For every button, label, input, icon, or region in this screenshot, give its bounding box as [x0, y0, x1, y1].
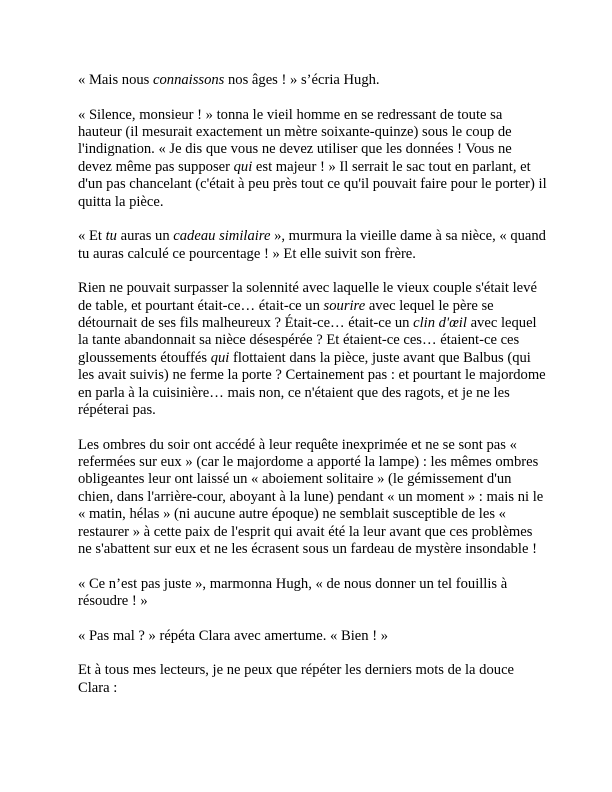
italic-text: connaissons: [153, 72, 225, 88]
text-segment: avec lequel le père se détournait de ses fils malheureux ? Était-ce… était-ce un: [78, 297, 494, 332]
document-page: [78, 72, 548, 714]
text-segment: flottaient dans la pièce, juste avant que Balbus (qui les avait suivis) ne ferme la porte ? Certainement pas : et pourtant le majordome en parla à la cuisinière… mais non, ce n'étaient que des ragots, et je ne les répéterai pas.: [78, 349, 546, 419]
paragraph: [78, 72, 548, 89]
italic-text: cadeau similaire: [173, 228, 271, 245]
text-segment: « Pas mal ? » répéta Clara avec amertume. « Bien ! »: [78, 627, 388, 644]
paragraph: [78, 628, 548, 645]
text-segment: « Ce n’est pas juste », marmonna Hugh, « de nous donner un tel fouillis à résoudre ! »: [78, 575, 508, 610]
paragraph: [78, 107, 548, 211]
paragraph: [78, 437, 548, 559]
text-segment: « Mais nous: [78, 72, 153, 88]
text-segment: avec lequel la tante abandonnait sa nièce désespérée ? Et étaient-ce ces… étaient-ce ces gloussements étouffés: [78, 315, 537, 366]
text-segment: », murmura la vieille dame à sa nièce, « quand tu auras calculé ce pourcentage ! » Et elle suivit son frère.: [78, 228, 546, 262]
paragraph: [78, 280, 548, 419]
paragraph: [78, 228, 548, 263]
italic-text: tu: [105, 228, 117, 245]
text-segment: Et à tous mes lecteurs, je ne peux que répéter les derniers mots de la douce Clara :: [78, 662, 515, 696]
text-segment: nos âges ! » s’écria Hugh.: [224, 72, 380, 88]
italic-text: sourire: [323, 297, 366, 314]
paragraph: [78, 576, 548, 611]
italic-text: qui: [210, 349, 230, 366]
text-segment: « Silence, monsieur ! » tonna le vieil homme en se redressant de toute sa hauteur (il mesurait exactement un mètre soixante-quinze) sous le coup de l'indignation. « Je dis que vous ne devez utiliser que les données ! Vous ne devez même pas supposer: [78, 106, 512, 175]
italic-text: clin d'œil: [413, 315, 467, 332]
text-segment: est majeur ! » Il serrait le sac tout en parlant, et d'un pas chancelant (c'était à peu près tout ce qu'il pouvait faire pour le porter) il quitta la pièce.: [78, 158, 547, 210]
text-segment: Les ombres du soir ont accédé à leur requête inexprimée et ne se sont pas « refermées sur eux » (car le majordome a apporté la lampe) : les mêmes ombres obligeantes leur ont laissé un « aboiement solitaire » (le gémissement d'un chien, dans l'arrière-cour, aboyant à la lune) pendant « un moment » : mais ni le « matin, hélas » (ni aucune autre époque) ne semblait susceptible de les « restaurer » à cette paix de l'esprit qui avait été la leur avant que ces problèmes ne s'abattent sur eux et ne les écrasent sous un fardeau de mystère insondable !: [78, 436, 544, 558]
text-segment: auras un: [116, 228, 174, 245]
paragraph: [78, 662, 548, 697]
text-segment: « Et: [78, 228, 106, 245]
italic-text: qui: [233, 158, 253, 175]
text-segment: Rien ne pouvait surpasser la solennité avec laquelle le vieux couple s'était levé de table, et pourtant était-ce… était-ce un: [78, 280, 537, 314]
